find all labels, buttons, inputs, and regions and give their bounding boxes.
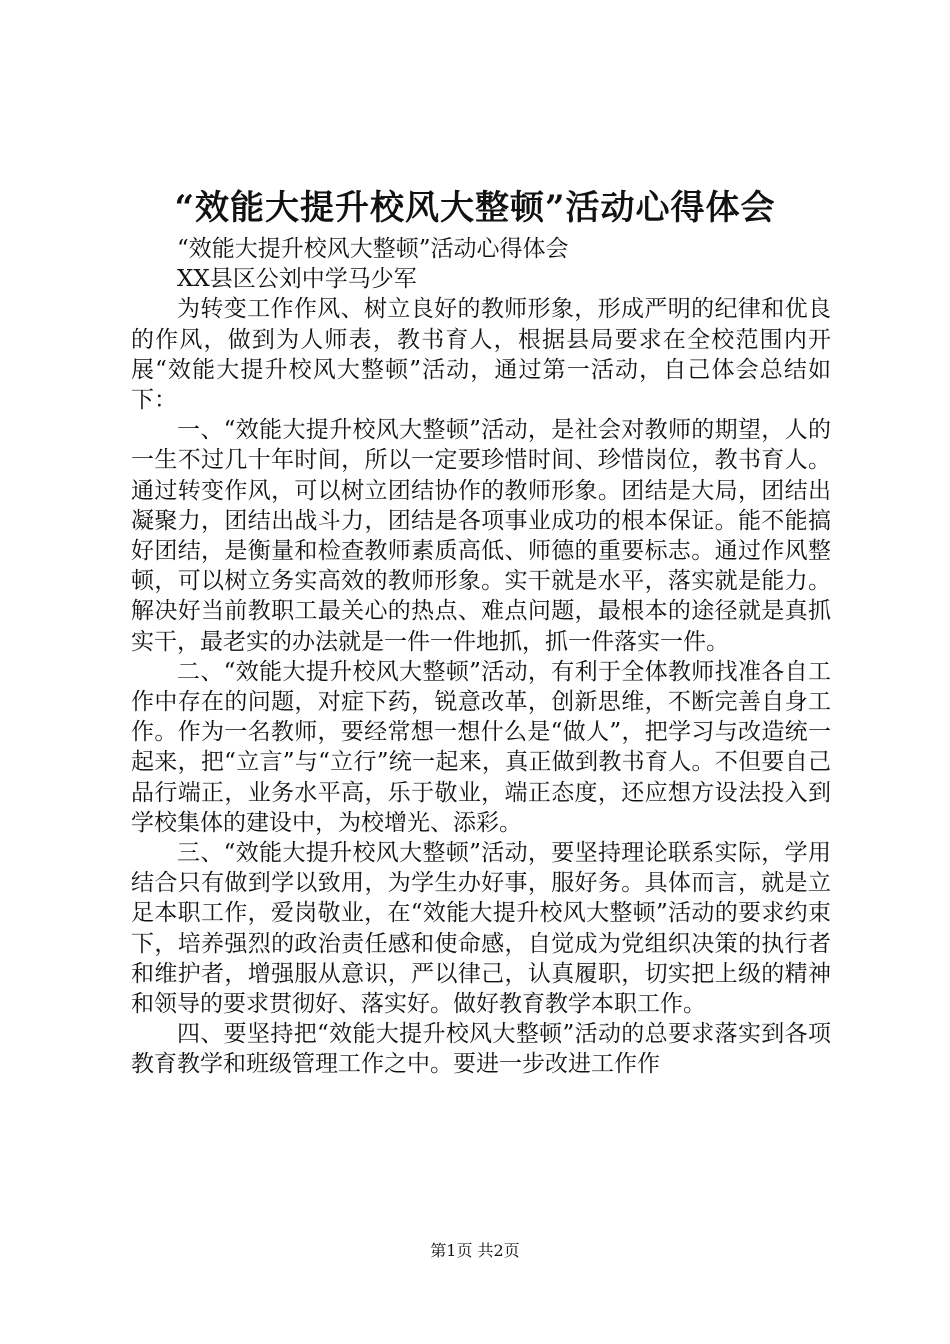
document-body [131,234,831,1080]
page-number-footer: 第1页 共2页 [430,1241,520,1260]
paragraph-section-3: 三、“效能大提升校风大整顿”活动，要坚持理论联系实际，学用结合只有做到学以致用，为学生办好事，服好务。具体而言，就是立足本职工作，爱岗敬业，在“效能大提升校风大整顿”活动的要求约束下，培养强烈的政治责任感和使命感，自觉成为党组织决策的执行者和维护者，增强服从意识，严以律己，认真履职，切实把上级的精神和领导的要求贯彻好、落实好。做好教育教学本职工作。 [131,840,831,1018]
document-title: “效能大提升校风大整顿”活动心得体会 [174,188,776,228]
subtitle-line: “效能大提升校风大整顿”活动心得体会 [177,236,569,262]
paragraph-section-4: 四、要坚持把“效能大提升校风大整顿”活动的总要求落实到各项教育教学和班级管理工作之中。要进一步改进工作作 [131,1021,831,1078]
paragraph-section-2: 二、“效能大提升校风大整顿”活动，有利于全体教师找准各自工作中存在的问题，对症下药，锐意改革，创新思维，不断完善自身工作。作为一名教师，要经常想一想什么是“做人”，把学习与改造统一起来，把“立言”与“立行”统一起来，真正做到教书育人。不但要自己品行端正，业务水平高，乐于敬业，端正态度，还应想方设法投入到学校集体的建设中，为校增光、添彩。 [131,658,831,836]
paragraph-section-1: 一、“效能大提升校风大整顿”活动，是社会对教师的期望，人的一生不过几十年时间，所以一定要珍惜时间、珍惜岗位，教书育人。通过转变作风，可以树立团结协作的教师形象。团结是大局，团结出凝聚力，团结出战斗力，团结是各项事业成功的根本保证。能不能搞好团结，是衡量和检查教师素质高低、师德的重要标志。通过作风整顿，可以树立务实高效的教师形象。实干就是水平，落实就是能力。解决好当前教职工最关心的热点、难点问题，最根本的途径就是真抓实干，最老实的办法就是一件一件地抓，抓一件落实一件。 [131,417,831,655]
paragraph-intro: 为转变工作作风、树立良好的教师形象，形成严明的纪律和优良的作风，做到为人师表，教书育人，根据县局要求在全校范围内开展“效能大提升校风大整顿”活动，通过第一活动，自己体会总结如下： [131,296,831,414]
author-line: XX县区公刘中学马少军 [177,266,417,293]
